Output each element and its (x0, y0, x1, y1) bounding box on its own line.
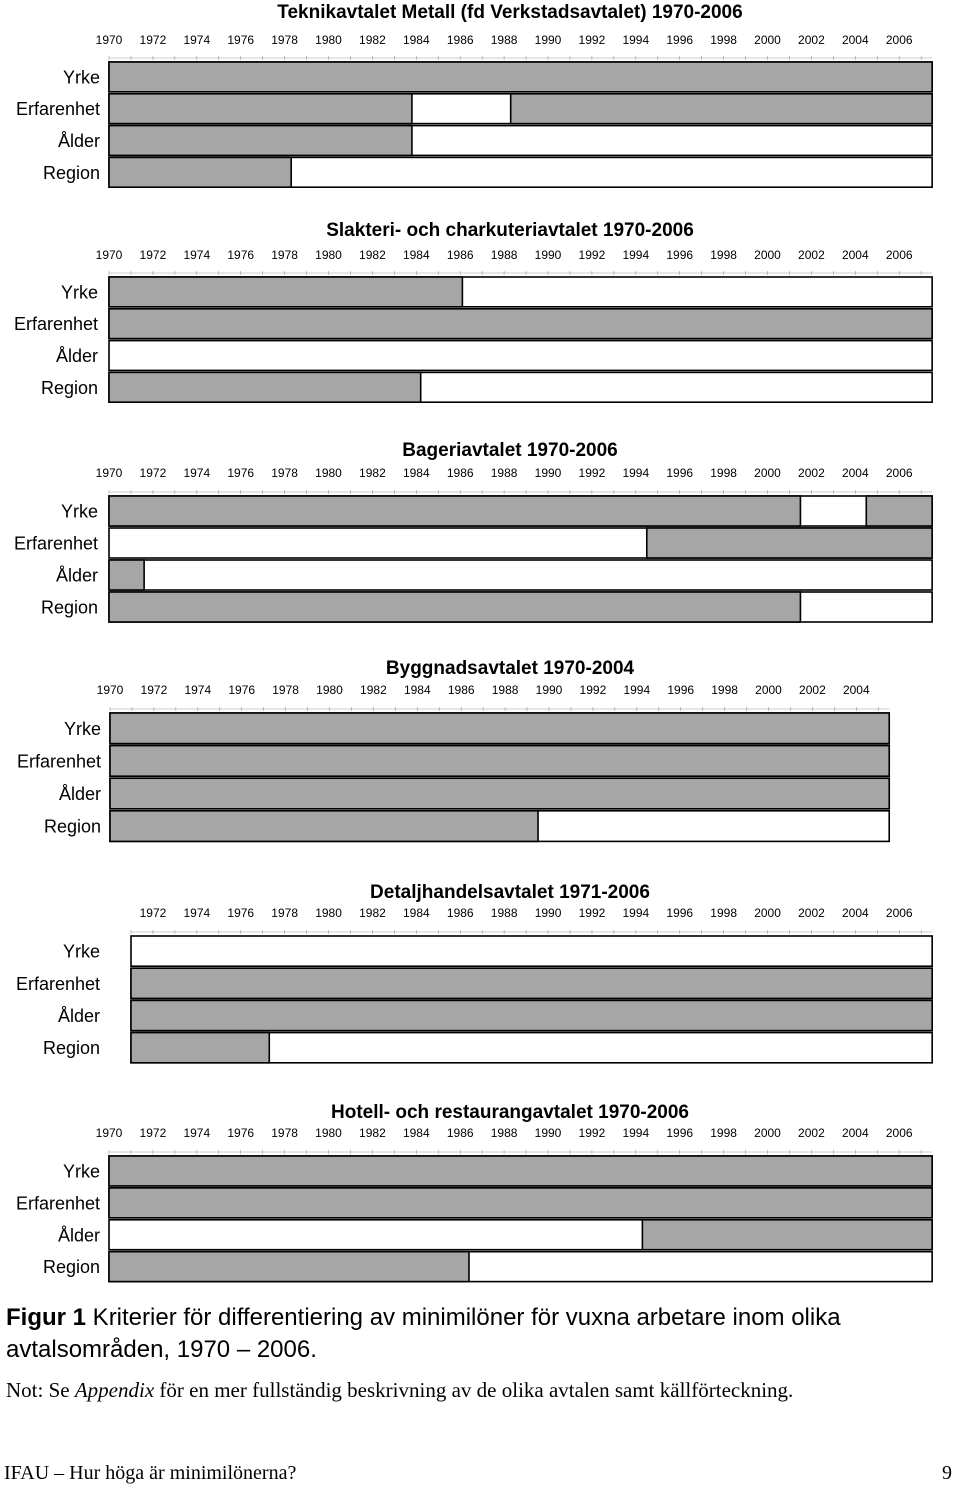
tick-label-1992: 1992 (579, 683, 607, 697)
tick-label-2006: 2006 (885, 248, 913, 262)
tick-label-2004: 2004 (842, 683, 870, 697)
tick-label-1976: 1976 (227, 1126, 255, 1140)
tick-label-1976: 1976 (227, 906, 255, 920)
footer-title: IFAU – Hur höga är minimilönerna? (4, 1462, 297, 1484)
tick-label-2004: 2004 (841, 906, 869, 920)
tick-label-1986: 1986 (446, 466, 474, 480)
tick-label-1986: 1986 (447, 683, 475, 697)
tick-label-1976: 1976 (228, 683, 256, 697)
row-bar-active-segment (110, 746, 889, 777)
row-bar-active-segment (109, 496, 800, 526)
row-label-1: Erfarenhet (16, 751, 101, 772)
tick-label-1992: 1992 (578, 466, 606, 480)
chart-title: Hotell- och restaurangavtalet 1970-2006 (331, 1102, 689, 1123)
tick-label-1974: 1974 (183, 466, 211, 480)
tick-label-2002: 2002 (798, 33, 825, 47)
tick-label-1978: 1978 (271, 33, 298, 47)
row-label-0: Yrke (60, 501, 98, 522)
row-label-0: Yrke (62, 1161, 100, 1182)
row-bar-active-segment (109, 592, 800, 622)
tick-label-1974: 1974 (183, 906, 211, 920)
tick-label-1990: 1990 (534, 33, 562, 47)
chart-title: Bageriavtalet 1970-2006 (402, 440, 618, 461)
tick-label-1974: 1974 (183, 33, 211, 47)
tick-label-2000: 2000 (754, 33, 781, 47)
tick-label-1994: 1994 (622, 466, 650, 480)
tick-label-1998: 1998 (710, 1126, 737, 1140)
row-bar-active-segment (110, 778, 889, 809)
row-bar-active-segment (131, 1000, 932, 1030)
tick-label-1972: 1972 (139, 466, 167, 480)
tick-label-2006: 2006 (885, 1126, 913, 1140)
tick-label-1972: 1972 (139, 248, 167, 262)
tick-label-1990: 1990 (534, 466, 562, 480)
tick-label-2002: 2002 (799, 683, 826, 697)
tick-label-1972: 1972 (139, 33, 167, 47)
row-bar-active-segment (109, 560, 144, 590)
row-bar-active-segment (109, 94, 412, 124)
tick-label-1992: 1992 (578, 33, 606, 47)
row-label-1: Erfarenhet (13, 533, 98, 554)
tick-label-1998: 1998 (711, 683, 738, 697)
tick-label-1978: 1978 (271, 906, 299, 920)
tick-label-1978: 1978 (272, 683, 299, 697)
row-bar-active-segment (866, 496, 932, 526)
tick-label-1986: 1986 (446, 33, 474, 47)
tick-label-1982: 1982 (359, 1126, 386, 1140)
figure-caption-text: Kriterier för differentiering av minimilöner för vuxna arbetare inom olika avtalsområden, 1970 – 2006. (6, 1304, 841, 1363)
row-bar-active-segment (110, 811, 538, 842)
chart-panel-2 (14, 220, 932, 402)
tick-label-2002: 2002 (798, 906, 825, 920)
tick-label-1996: 1996 (666, 33, 694, 47)
tick-label-1984: 1984 (402, 248, 430, 262)
tick-label-1980: 1980 (316, 683, 343, 697)
row-label-3: Region (43, 816, 101, 837)
row-label-2: Ålder (57, 131, 100, 151)
chart-panel-1 (16, 2, 932, 187)
tick-label-1994: 1994 (622, 248, 650, 262)
tick-label-1970: 1970 (95, 33, 123, 47)
row-label-0: Yrke (63, 718, 101, 739)
row-label-3: Region (42, 1038, 100, 1059)
chart-panel-6 (16, 1102, 932, 1282)
tick-label-1970: 1970 (95, 248, 123, 262)
chart-title: Slakteri- och charkuteriavtalet 1970-2006 (326, 220, 694, 241)
tick-label-2004: 2004 (841, 248, 869, 262)
tick-label-1982: 1982 (359, 248, 386, 262)
tick-label-1984: 1984 (402, 33, 430, 47)
row-bar-active-segment (642, 1220, 932, 1250)
tick-label-1990: 1990 (534, 906, 562, 920)
row-label-3: Region (40, 597, 98, 618)
chart-title: Teknikavtalet Metall (fd Verkstadsavtalet) 1970-2006 (277, 2, 743, 23)
tick-label-1980: 1980 (315, 248, 342, 262)
tick-label-1990: 1990 (534, 1126, 562, 1140)
note-suffix: för en mer fullständig beskrivning av de olika avtalen samt källförteckning. (154, 1378, 794, 1402)
tick-label-2002: 2002 (798, 466, 825, 480)
tick-label-2006: 2006 (885, 466, 913, 480)
tick-label-1992: 1992 (578, 1126, 606, 1140)
row-label-2: Ålder (55, 565, 98, 586)
tick-label-2000: 2000 (754, 466, 781, 480)
tick-label-1992: 1992 (578, 248, 606, 262)
tick-label-1988: 1988 (490, 466, 518, 480)
tick-label-1974: 1974 (183, 1126, 211, 1140)
row-bar-active-segment (131, 1033, 269, 1063)
row-label-1: Erfarenhet (15, 99, 100, 120)
tick-label-1996: 1996 (666, 466, 694, 480)
row-label-2: Ålder (58, 784, 101, 804)
tick-label-2002: 2002 (798, 248, 825, 262)
note-appendix-ref: Appendix (74, 1378, 155, 1402)
row-bar-active-segment (109, 62, 932, 92)
tick-label-1994: 1994 (623, 683, 651, 697)
tick-label-1978: 1978 (271, 466, 298, 480)
tick-label-2004: 2004 (841, 466, 869, 480)
row-bar-active-segment (109, 372, 421, 402)
tick-label-1990: 1990 (535, 683, 563, 697)
row-label-0: Yrke (62, 67, 100, 88)
row-bar-active-segment (109, 157, 291, 187)
row-label-3: Region (42, 162, 100, 183)
tick-label-1980: 1980 (315, 1126, 342, 1140)
tick-label-1976: 1976 (227, 248, 255, 262)
tick-label-1972: 1972 (140, 683, 168, 697)
tick-label-1976: 1976 (227, 466, 255, 480)
tick-label-1984: 1984 (402, 466, 430, 480)
tick-label-1996: 1996 (667, 683, 695, 697)
tick-label-1996: 1996 (666, 906, 694, 920)
row-label-2: Ålder (55, 346, 98, 366)
tick-label-1970: 1970 (95, 466, 123, 480)
tick-label-1982: 1982 (359, 466, 386, 480)
tick-label-1982: 1982 (359, 906, 386, 920)
tick-label-1988: 1988 (490, 33, 518, 47)
tick-label-2000: 2000 (754, 248, 781, 262)
tick-label-1978: 1978 (271, 248, 298, 262)
tick-label-1984: 1984 (402, 1126, 430, 1140)
row-label-1: Erfarenhet (15, 1193, 100, 1214)
tick-label-2000: 2000 (754, 1126, 781, 1140)
tick-label-1998: 1998 (710, 906, 738, 920)
tick-label-1996: 1996 (666, 248, 694, 262)
row-label-3: Region (42, 1257, 100, 1278)
tick-label-1994: 1994 (622, 1126, 650, 1140)
tick-label-1982: 1982 (360, 683, 387, 697)
row-bar-inactive (109, 341, 932, 371)
tick-label-1988: 1988 (490, 1126, 518, 1140)
tick-label-2004: 2004 (841, 33, 869, 47)
row-bar-active-segment (647, 528, 932, 558)
row-bar-active-segment (109, 309, 932, 339)
row-bar-active-segment (511, 94, 932, 124)
page-number: 9 (942, 1462, 952, 1484)
tick-label-1998: 1998 (710, 248, 737, 262)
tick-label-1986: 1986 (446, 248, 474, 262)
row-label-0: Yrke (62, 941, 100, 962)
tick-label-1974: 1974 (184, 683, 212, 697)
tick-label-1998: 1998 (710, 466, 737, 480)
figure-note (6, 1376, 958, 1404)
tick-label-1970: 1970 (96, 683, 124, 697)
row-label-0: Yrke (60, 282, 98, 303)
tick-label-1990: 1990 (534, 248, 562, 262)
tick-label-1980: 1980 (315, 466, 342, 480)
figure-label: Figur 1 (6, 1304, 87, 1331)
tick-label-2006: 2006 (885, 33, 913, 47)
row-bar-active-segment (109, 1156, 932, 1186)
tick-label-1980: 1980 (315, 33, 342, 47)
tick-label-1988: 1988 (490, 906, 518, 920)
row-bar-active-segment (109, 126, 412, 156)
tick-label-1984: 1984 (402, 906, 430, 920)
row-label-1: Erfarenhet (15, 973, 100, 994)
note-prefix: Not: Se (6, 1378, 75, 1402)
row-bar-inactive (131, 936, 932, 966)
row-bar-active-segment (109, 1252, 469, 1282)
tick-label-1970: 1970 (95, 1126, 123, 1140)
tick-label-1982: 1982 (359, 33, 386, 47)
tick-label-1996: 1996 (666, 1126, 694, 1140)
tick-label-1988: 1988 (491, 683, 519, 697)
row-label-3: Region (40, 377, 98, 398)
row-bar-inactive (109, 560, 932, 590)
figure-caption (6, 1302, 958, 1366)
row-label-1: Erfarenhet (13, 314, 98, 335)
chart-panel-3 (14, 440, 932, 622)
row-label-2: Ålder (57, 1225, 100, 1246)
tick-label-2000: 2000 (755, 683, 782, 697)
tick-label-2000: 2000 (754, 906, 781, 920)
tick-label-1998: 1998 (710, 33, 737, 47)
row-bar-active-segment (110, 713, 889, 744)
tick-label-1986: 1986 (446, 1126, 474, 1140)
tick-label-1988: 1988 (490, 248, 518, 262)
chart-title: Detaljhandelsavtalet 1971-2006 (370, 882, 650, 903)
chart-panel-5 (16, 882, 932, 1063)
tick-label-1992: 1992 (578, 906, 606, 920)
tick-label-1980: 1980 (315, 906, 342, 920)
tick-label-1984: 1984 (403, 683, 431, 697)
tick-label-2006: 2006 (885, 906, 913, 920)
tick-label-1978: 1978 (271, 1126, 298, 1140)
tick-label-1986: 1986 (446, 906, 474, 920)
tick-label-1972: 1972 (139, 906, 167, 920)
row-bar-active-segment (109, 1188, 932, 1218)
row-label-2: Ålder (57, 1006, 100, 1026)
tick-label-1994: 1994 (622, 906, 650, 920)
tick-label-2002: 2002 (798, 1126, 825, 1140)
row-bar-active-segment (109, 277, 462, 307)
chart-panel-4 (17, 658, 889, 841)
tick-label-1976: 1976 (227, 33, 255, 47)
tick-label-1972: 1972 (139, 1126, 167, 1140)
tick-label-1974: 1974 (183, 248, 211, 262)
tick-label-1994: 1994 (622, 33, 650, 47)
row-bar-active-segment (131, 968, 932, 998)
chart-title: Byggnadsavtalet 1970-2004 (385, 658, 635, 679)
tick-label-2004: 2004 (841, 1126, 869, 1140)
